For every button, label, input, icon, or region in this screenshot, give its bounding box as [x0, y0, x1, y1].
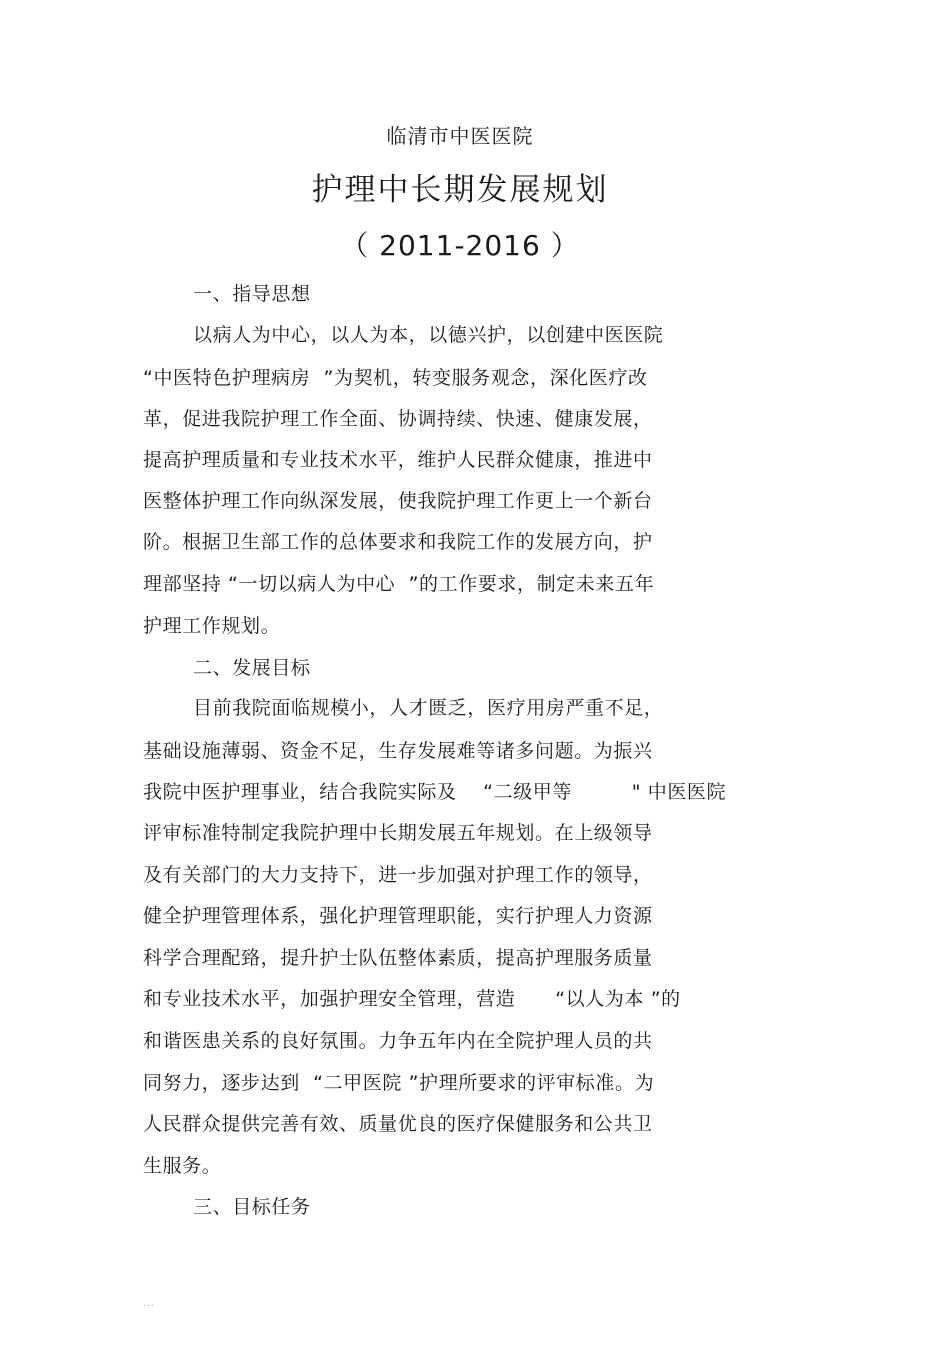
body-line: 和专业技术水平，加强护理安全管理，营造 “以人为本 ”的: [143, 988, 681, 1010]
body-line: 目前我院面临规模小，人才匮乏，医疗用房严重不足，: [193, 697, 664, 719]
hospital-name: 临清市中医医院: [386, 124, 534, 148]
body-line: 基础设施薄弱、资金不足，生存发展难等诸多问题。为振兴: [143, 740, 653, 762]
body-line: 提高护理质量和专业技术水平，维护人民群众健康，推进中: [143, 449, 653, 471]
section-heading-development-goals: 二、发展目标: [193, 657, 311, 679]
section-heading-guiding-ideology: 一、指导思想: [193, 283, 311, 305]
document-title: 护理中长期发展规划: [311, 172, 609, 208]
body-line: 同努力，逐步达到 “二甲医院 ”护理所要求的评审标准。为: [143, 1072, 655, 1094]
body-line: 医整体护理工作向纵深发展，使我院护理工作更上一个新台: [143, 490, 653, 512]
body-line: 及有关部门的大力支持下，进一步加强对护理工作的领导，: [143, 864, 653, 886]
body-line: 革，促进我院护理工作全面、协调持续、快速、健康发展，: [143, 408, 653, 430]
body-line: 科学合理配臵，提升护士队伍整体素质，提高护理服务质量: [143, 947, 653, 969]
document-period: （ 2011-2016 ）: [340, 229, 580, 262]
page-footer-mark: ...: [143, 1299, 155, 1309]
section-heading-target-tasks: 三、目标任务: [193, 1196, 311, 1218]
body-line: 健全护理管理体系，强化护理管理职能，实行护理人力资源: [143, 905, 653, 927]
body-line: 评审标准特制定我院护理中长期发展五年规划。在上级领导: [143, 822, 653, 844]
body-line: “中医特色护理病房 ”为契机，转变服务观念，深化医疗改: [143, 367, 648, 389]
body-line: 阶。根据卫生部工作的总体要求和我院工作的发展方向，护: [143, 531, 653, 553]
body-line: 生服务。: [143, 1155, 222, 1177]
body-line: 人民群众提供完善有效、质量优良的医疗保健服务和公共卫: [143, 1113, 653, 1135]
body-line: 以病人为中心，以人为本，以德兴护，以创建中医医院: [193, 324, 664, 346]
body-line: 护理工作规划。: [143, 615, 281, 637]
body-line: 我院中医护理事业，结合我院实际及 “二级甲等 " 中医医院: [143, 781, 727, 803]
body-line: 和谐医患关系的良好氛围。力争五年内在全院护理人员的共: [143, 1030, 653, 1052]
body-line: 理部坚持 “一切以病人为中心 ”的工作要求，制定未来五年: [143, 573, 655, 595]
